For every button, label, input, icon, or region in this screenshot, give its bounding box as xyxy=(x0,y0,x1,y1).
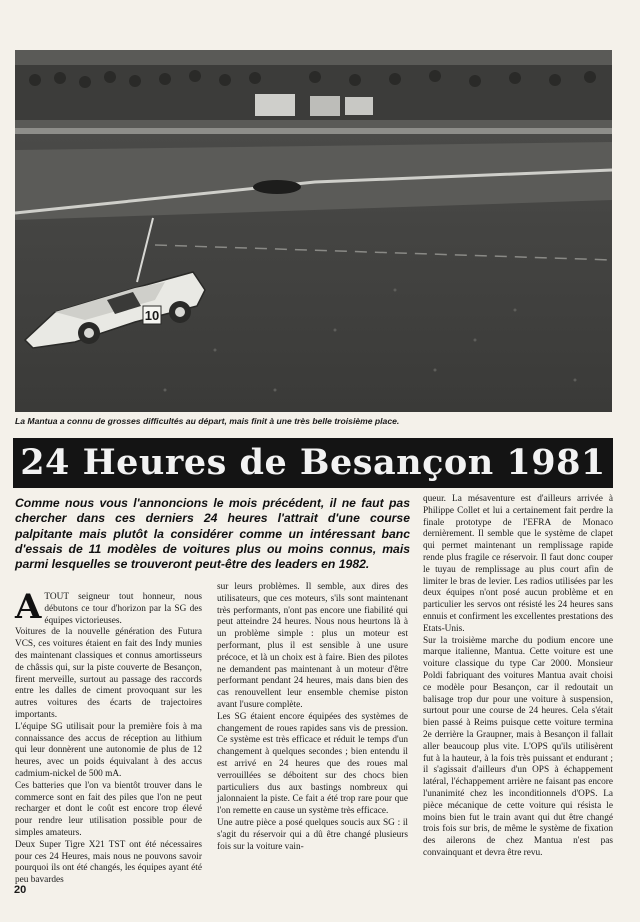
article-title: 24 Heures de Besançon 1981 xyxy=(20,442,606,483)
paragraph: queur. La mésaventure est d'ailleurs arrivée à Philippe Collet et lui a certainement fait perdre la finale prototype de l'EFRA de Monaco dernièrement. Il semble que le système de clapet qui permet maintenant un remplissage rapide rende plus fragile ce réservoir. Il faut donc couper le tuyau de remplissage au plus court afin de limiter le bras de levier. Les radios utilisées par les deux équipes n'ont posé aucun problème et en particulier les servos ont résisté les 24 heures sans ennuis et confirment les excellentes prestations des Etats-Unis. xyxy=(423,494,614,634)
column-3 xyxy=(423,494,613,860)
title-banner xyxy=(13,438,613,488)
paragraph: Sur la troisième marche du podium encore une marque italienne, Mantua. Cette voiture est une voiture classique du type Car 2000. Monsieur Poldi fabriquant des voitures Mantua avait choisi ce modèle pour Besançon, car il redoutait un balisage trop dur pour une voiture à suspension, surtout pour une course de 24 heures. Cela s'était bien passé à Reims puisque cette voiture termina 2e derrière la Graupner, mais à Besançon il fallait aller beaucoup plus vite. L'OPS qu'ils utilisèrent fut à la hauteur, à la fois très puissant et endurant ; il s'agissait d'ailleurs d'un OPS à échappement latéral, l'échappement arrière ne faisant pas encore l'unanimité chez les inconditionnels d'OPS. La pièce mécanique de cette voiture qui résista le moins bien fut le train avant qui dut être changé trois fois sur bris, de même le système de fixation des ailerons de chez Mantua n'est pas convainquant et devra être revu. xyxy=(423,635,613,858)
paragraph: Voitures de la nouvelle génération des Futura VCS, ces voitures étaient en fait des Indy munies des maintenant classiques et connus amortisseurs de châssis qui, sur la piste couverte de Besançon, firent merveille, surtout au passage des raccords entre les dalles de ciment provoquant sur les autres voitures des écarts de trajectoires importants. xyxy=(15,627,202,720)
race-track-image xyxy=(15,50,612,412)
paragraph: ATOUT seigneur tout honneur, nous débutons ce tour d'horizon par la SG des équipes victorieuses. xyxy=(15,587,202,627)
paragraph: L'équipe SG utilisait pour la première fois à ma connaissance des accus de réception au lithium qui leur donnèrent une autonomie de plus de 12 heures, avec un poids équivalant à des accus cadmium-nickel de 500 mA. xyxy=(15,721,202,779)
drop-cap: A xyxy=(15,587,42,627)
page-number: 20 xyxy=(14,884,27,896)
paragraph: sur leurs problèmes. Il semble, aux dires des utilisateurs, que ces moteurs, s'ils sont maintenant très performants, n'ont pas encore une fiabilité qui peut atteindre 24 heures. Nous nous heurtons là à un problème simple : plus un moteur est performant, plus il est sensible à une usure précoce, et là un choix est à faire. Bien des pilotes ne demandent pas maintenant à un moteur d'être performant pendant 24 heures, mais dans bien des cas renouvellent leur ensemble chemise piston avant l'usure complète. xyxy=(217,582,408,710)
column-1 xyxy=(15,587,202,887)
paragraph: Les SG étaient encore équipées des systèmes de changement de roues rapides sans vis de pression. Ce système est très efficace et réduit le temps d'un changement à quelques secondes ; bien entendu il est arrivé en 24 heures que des roues mal verrouillées se déboitent sur des chocs bien particuliers dus aux bastings nombreux qui jalonnaient la piste. Ce fait a été trop rare pour que l'on remette en cause un système très efficace. xyxy=(217,711,408,817)
car-number: 10 xyxy=(144,308,160,323)
race-photo xyxy=(15,50,612,412)
lead-paragraph: Comme nous vous l'annoncions le mois précédent, il ne faut pas chercher dans ces derniers 24 heures l'attrait d'une course palpitante mais plutôt la considérer comme un intéressant banc d'essais de 11 modèles de voitures plus ou moins connus, mais parmi lesquelles se trouveront peut-être des leaders en 1982. xyxy=(15,496,410,572)
paragraph: Ces batteries que l'on va bientôt trouver dans le commerce sont en fait des piles que l'on ne peut recharger et dont le coût est encore trop élevé pour rendre leur utilisation possible pour de simples amateurs. xyxy=(15,780,202,838)
column-2 xyxy=(217,582,408,853)
paragraph: Une autre pièce a posé quelques soucis aux SG : il s'agit du réservoir qui a dû être changé plusieurs fois sur la voiture vain- xyxy=(217,817,408,852)
paragraph: Deux Super Tigre X21 TST ont été nécessaires pour ces 24 Heures, mais nous ne pouvons savoir pourquoi ils ont été changés, les équipes ayant été peu bavardes xyxy=(15,839,202,886)
photo-caption: La Mantua a connu de grosses difficultés au départ, mais finit à une très belle troisième place. xyxy=(15,416,400,426)
